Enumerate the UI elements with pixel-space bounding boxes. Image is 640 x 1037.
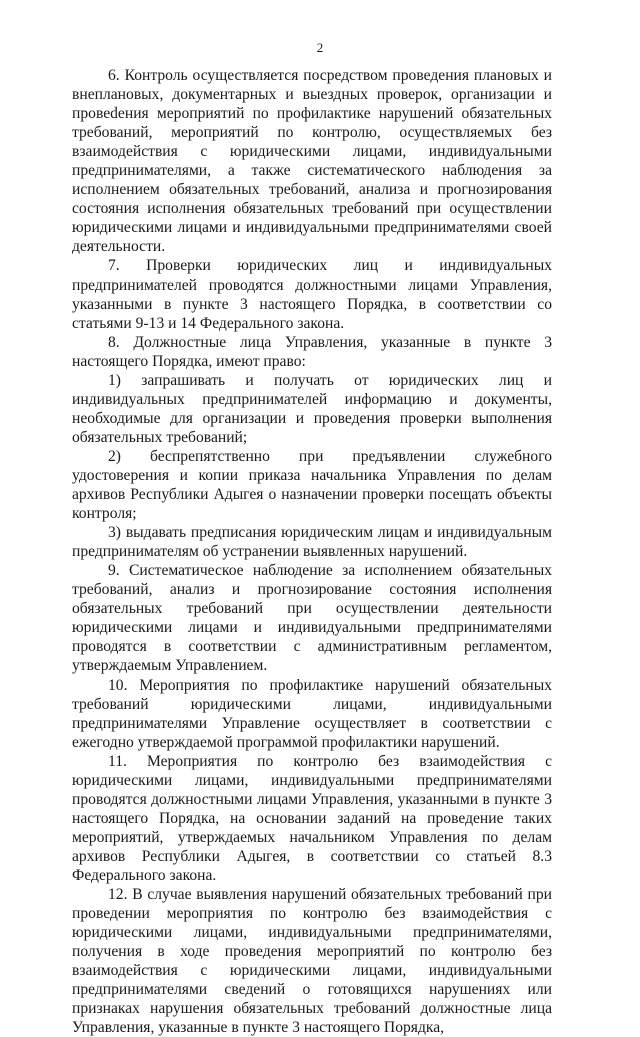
paragraph-8-item-1: 1) запрашивать и получать от юридических лиц и индивидуальных предпринимателей информацию и документы, необходимые для организации и проведения проверки выполнения обязательных требований; (72, 371, 552, 446)
paragraph-10: 10. Мероприятия по профилактике нарушений обязательных требований юридическими лицами, индивидуальными предпринимателями Управление осуществляет в соответствии с ежегодно утверждаемой программой профилактики нарушений. (72, 676, 552, 751)
paragraph-8: 8. Должностные лица Управления, указанные в пункте 3 настоящего Порядка, имеют право: (72, 333, 552, 370)
paragraph-12: 12. В случае выявления нарушений обязательных требований при проведении мероприятия по контролю без взаимодействия с юридическими лицами, индивидуальными предпринимателями, получения в ходе проведения мероприятий по контролю без взаимодействия с юридическими лицами, индивидуальными предпринимателями сведений о готовящихся нарушениях или признаках нарушения обязательных требований должностные лица Управления, указанные в пункте 3 настоящего Порядка, (72, 886, 552, 1037)
paragraph-9: 9. Систематическое наблюдение за исполнением обязательных требований, анализ и прогнозирование состояния исполнения обязательных требований при осуществлении деятельности юридическими лицами и индивидуальными предпринимателями проводятся в соответствии с административным регламентом, утверждаемым Управлением. (72, 562, 552, 675)
paragraph-6: 6. Контроль осуществляется посредством проведения плановых и внеплановых, документарных и выездных проверок, организации и провеdения мероприятий по профилактике нарушений обязательных требований, мероприятий по контролю, осуществляемых без взаимодействия с юридическими лицами, индивидуальными предпринимателями, а также систематического наблюдения за исполнением обязательных требований, анализа и прогнозирования состояния исполнения обязательных требований при осуществлении юридическими лицами и индивидуальными предпринимателями своей деятельности. (72, 67, 552, 256)
paragraph-11: 11. Мероприятия по контролю без взаимодействия с юридическими лицами, индивидуальными предпринимателями проводятся должностными лицами Управления, указанными в пункте 3 настоящего Порядка, на основании заданий на проведение таких мероприятий, утверждаемых начальником Управления по делам архивов Республики Адыгея, в соответствии со статьей 8.3 Федерального закона. (72, 752, 552, 884)
paragraph-8-item-3: 3) выдавать предписания юридическим лицам и индивидуальным предпринимателям об устранении выявленных нарушений. (72, 524, 552, 561)
paragraph-7: 7. Проверки юридических лиц и индивидуальных предпринимателей проводятся должностными лицами Управления, указанными в пункте 3 настоящего Порядка, в соответствии со статьями 9-13 и 14 Федерального закона. (72, 257, 552, 332)
body-text (72, 66, 552, 1037)
paragraph-8-item-2: 2) беспрепятственно при предъявлении служебного удостоверения и копии приказа начальника Управления по делам архивов Республики Адыгея о назначении проверки посещать объекты контроля; (72, 447, 552, 523)
page-number: 2 (316, 40, 324, 55)
